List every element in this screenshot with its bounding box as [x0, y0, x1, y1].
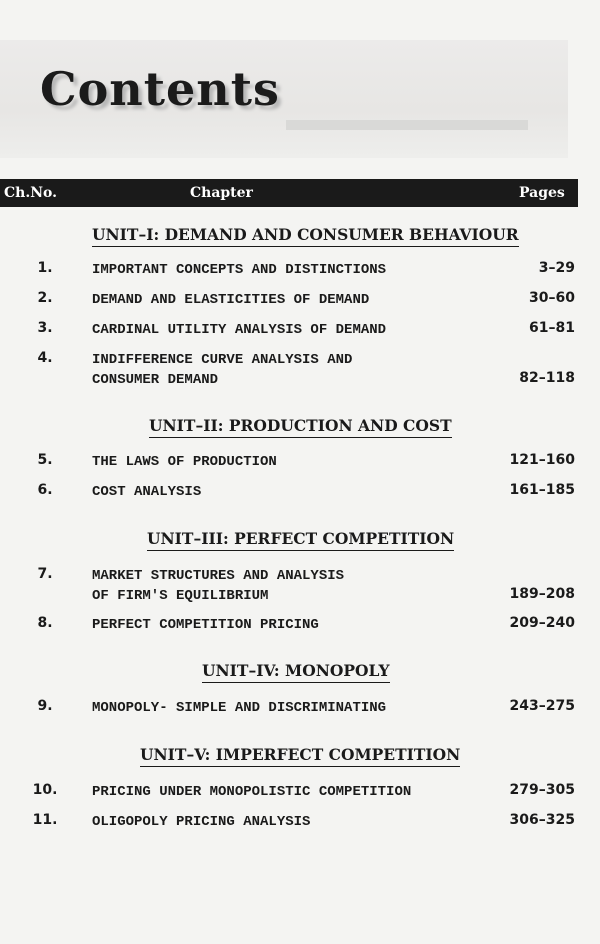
- chapter-pages: 306–325: [509, 812, 575, 828]
- chapter-number: 5.: [37, 452, 53, 468]
- chapter-number: 9.: [37, 698, 53, 714]
- chapter-pages: 121–160: [509, 452, 575, 468]
- chapter-pages: 61–81: [529, 320, 575, 336]
- chapter-title: MARKET STRUCTURES AND ANALYSIS: [92, 568, 345, 584]
- chapter-title: COST ANALYSIS: [92, 484, 202, 500]
- chapter-pages: 243–275: [509, 698, 575, 714]
- chapter-pages: 161–185: [509, 482, 575, 498]
- chapter-number: 7.: [37, 566, 53, 582]
- title-underline-bar: [286, 120, 528, 130]
- chapter-pages: 3–29: [538, 260, 575, 276]
- chapter-pages: 209–240: [509, 615, 575, 631]
- chapter-title: PRICING UNDER MONOPOLISTIC COMPETITION: [92, 784, 412, 800]
- chapter-title: DEMAND AND ELASTICITIES OF DEMAND: [92, 292, 370, 308]
- chapter-pages: 279–305: [509, 782, 575, 798]
- chapter-title: INDIFFERENCE CURVE ANALYSIS AND: [92, 352, 353, 368]
- unit-heading-3: UNIT–III: PERFECT COMPETITION: [147, 530, 454, 551]
- unit-heading-1: UNIT–I: DEMAND AND CONSUMER BEHAVIOUR: [92, 226, 519, 247]
- page-title: Contents: [40, 62, 280, 116]
- chapter-title: IMPORTANT CONCEPTS AND DISTINCTIONS: [92, 262, 387, 278]
- chapter-number: 6.: [37, 482, 53, 498]
- chapter-number: 10.: [32, 782, 58, 798]
- chapter-number: 2.: [37, 290, 53, 306]
- table-header: [0, 179, 578, 207]
- header-chapter: Chapter: [190, 185, 253, 201]
- chapter-pages: 30–60: [529, 290, 575, 306]
- header-pages: Pages: [519, 185, 565, 201]
- chapter-number: 1.: [37, 260, 53, 276]
- unit-heading-4: UNIT–IV: MONOPOLY: [202, 662, 390, 683]
- chapter-title: CARDINAL UTILITY ANALYSIS OF DEMAND: [92, 322, 387, 338]
- chapter-title: PERFECT COMPETITION PRICING: [92, 617, 319, 633]
- chapter-title-line-2: OF FIRM'S EQUILIBRIUM: [92, 588, 269, 604]
- chapter-title: THE LAWS OF PRODUCTION: [92, 454, 277, 470]
- chapter-title-line-2: CONSUMER DEMAND: [92, 372, 219, 388]
- chapter-number: 11.: [32, 812, 58, 828]
- chapter-title: OLIGOPOLY PRICING ANALYSIS: [92, 814, 311, 830]
- header-chapter-number: Ch.No.: [4, 185, 57, 201]
- unit-heading-2: UNIT–II: PRODUCTION AND COST: [149, 417, 452, 438]
- chapter-title: MONOPOLY- SIMPLE AND DISCRIMINATING: [92, 700, 387, 716]
- chapter-number: 4.: [37, 350, 53, 366]
- chapter-number: 8.: [37, 615, 53, 631]
- unit-heading-5: UNIT–V: IMPERFECT COMPETITION: [140, 746, 460, 767]
- chapter-number: 3.: [37, 320, 53, 336]
- chapter-pages: 82–118: [519, 370, 575, 386]
- chapter-pages: 189–208: [509, 586, 575, 602]
